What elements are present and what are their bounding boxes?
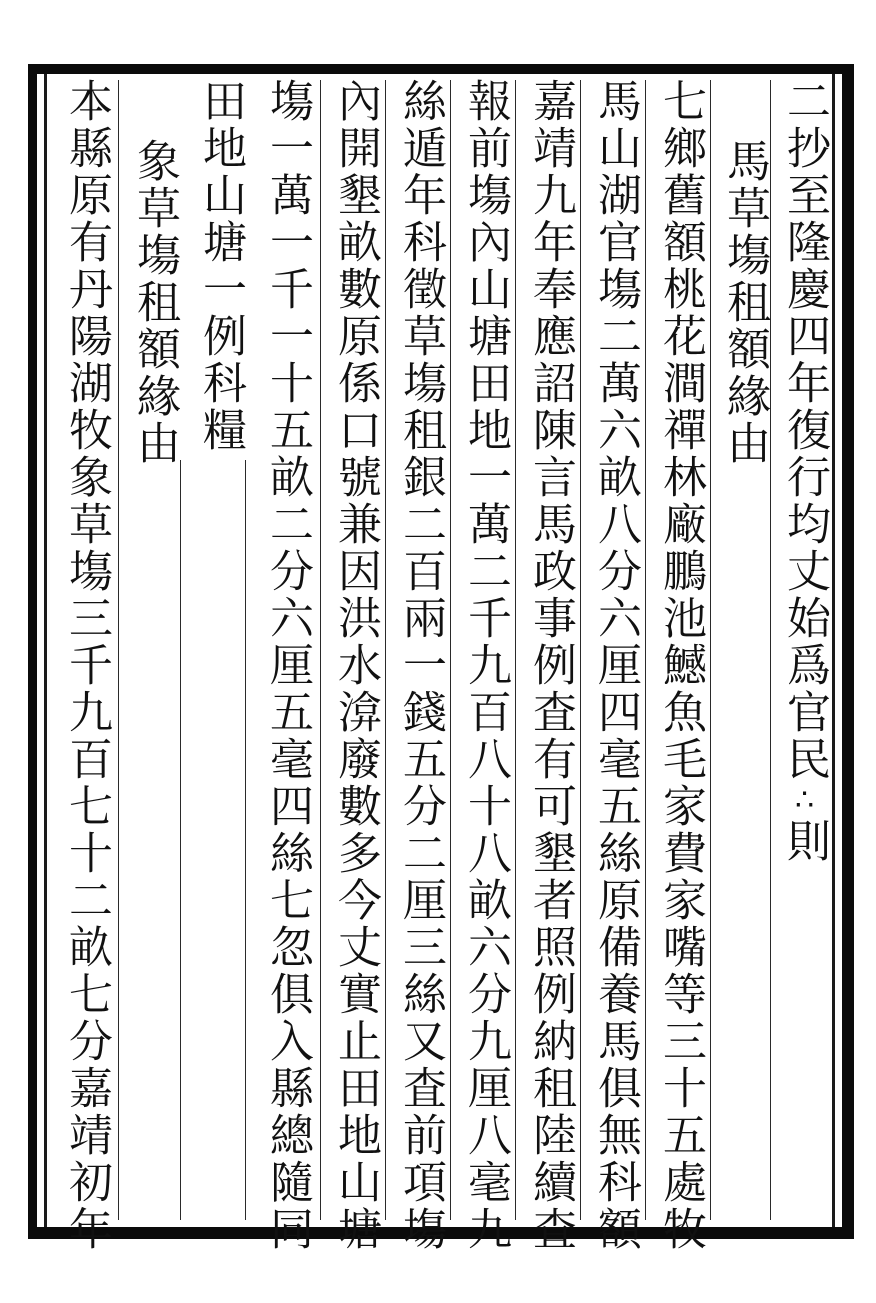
column-text-tail: 則	[779, 818, 830, 865]
column-rule	[245, 460, 246, 1220]
column-rule	[515, 80, 516, 1220]
text-column-12	[56, 78, 116, 1253]
column-rule	[580, 80, 581, 1220]
column-text: 馬山湖官塲二萬六畝八分六厘四毫五絲原備養馬俱無科額	[590, 78, 641, 1253]
text-column-4	[585, 78, 645, 1253]
column-text: 本縣原有丹陽湖牧象草塲三千九百七十二畝七分嘉靖初年	[61, 78, 112, 1253]
column-rule	[320, 80, 321, 1220]
column-rule	[710, 80, 711, 1220]
text-column-10	[190, 78, 250, 454]
column-text: 內開墾畝數原係口號兼因洪水渰廢數多今丈實止田地山塘	[330, 78, 381, 1253]
text-column-11	[124, 78, 184, 467]
text-column-6	[455, 78, 515, 1253]
column-text: 二抄至隆慶四年復行均丈始爲官民	[779, 78, 830, 783]
text-column-5	[520, 78, 580, 1253]
outer-border-left	[28, 64, 37, 1239]
section-heading-horse-grass: 馬草塲租額緣由	[719, 138, 770, 467]
column-text: 塲一萬一千一十五畝二分六厘五毫四絲七忽俱入縣總隨同	[262, 78, 313, 1253]
text-column-2	[714, 78, 774, 467]
column-rule	[645, 80, 646, 1220]
column-text: 嘉靖九年奉應詔陳言馬政事例査有可墾者照例納租陸續査	[525, 78, 576, 1253]
text-column-3	[650, 78, 710, 1253]
section-heading-elephant-grass: 象草塲租額緣由	[129, 138, 180, 467]
column-rule	[385, 80, 386, 1220]
inner-border-left	[44, 74, 47, 1227]
outer-border-top	[28, 64, 854, 74]
column-text: 七鄉舊額桃花澗禪林廠鵬池鱤魚毛家費家嘴等三十五處牧	[655, 78, 706, 1253]
text-column-9	[257, 78, 317, 1253]
text-column-8	[325, 78, 385, 1253]
outer-border-right	[842, 64, 854, 1239]
text-column-1	[774, 78, 834, 865]
text-column-7	[390, 78, 450, 1253]
column-rule	[450, 80, 451, 1220]
column-rule	[180, 460, 181, 1220]
column-text: 報前塲內山塘田地一萬二千九百八十八畝六分九厘八毫九	[460, 78, 511, 1253]
column-text: 絲遁年科徵草塲租銀二百兩一錢五分二厘三絲又査前項塲	[395, 78, 446, 1253]
punctuation-mark: ∴	[787, 783, 822, 818]
column-rule	[118, 80, 119, 1220]
column-text: 田地山塘一例科糧	[195, 78, 246, 454]
